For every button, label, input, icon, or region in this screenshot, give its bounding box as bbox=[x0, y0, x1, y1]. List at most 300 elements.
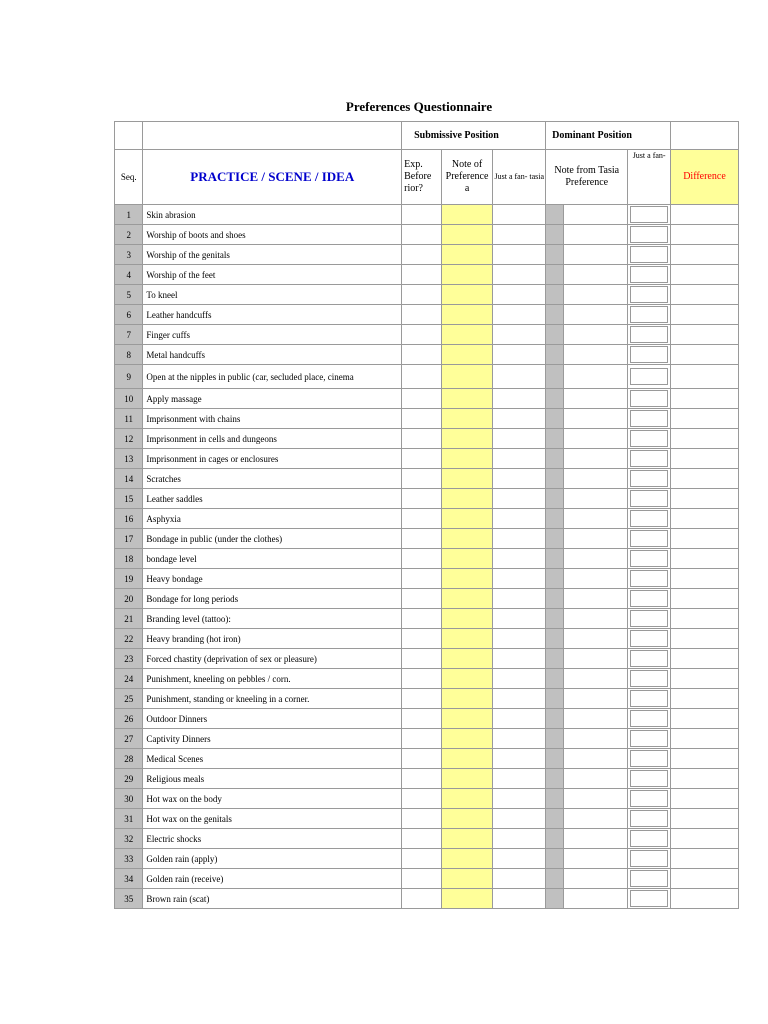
fantasia-input-box[interactable] bbox=[630, 690, 668, 707]
fantasia-input-box[interactable] bbox=[630, 570, 668, 587]
fantasia-input-box[interactable] bbox=[630, 390, 668, 407]
fantasia-input-box[interactable] bbox=[630, 810, 668, 827]
note-of-preference-cell[interactable] bbox=[441, 749, 493, 769]
exp-before-cell[interactable] bbox=[402, 469, 442, 489]
note-from-tasia-cell[interactable] bbox=[564, 749, 628, 769]
difference-cell[interactable] bbox=[670, 529, 738, 549]
exp-before-cell[interactable] bbox=[402, 529, 442, 549]
gap-cell bbox=[546, 789, 564, 809]
fantasia-input-box[interactable] bbox=[630, 306, 668, 323]
note-of-preference-cell[interactable] bbox=[441, 305, 493, 325]
note-of-preference-cell[interactable] bbox=[441, 809, 493, 829]
difference-cell[interactable] bbox=[670, 205, 738, 225]
fantasia-input-box[interactable] bbox=[630, 346, 668, 363]
difference-cell[interactable] bbox=[670, 609, 738, 629]
fantasia-input-box[interactable] bbox=[630, 266, 668, 283]
note-of-preference-cell[interactable] bbox=[441, 489, 493, 509]
practice-cell: Hot wax on the body bbox=[143, 789, 402, 809]
document-title: Preferences Questionnaire bbox=[345, 99, 493, 114]
difference-cell[interactable] bbox=[670, 789, 738, 809]
exp-before-cell[interactable] bbox=[402, 345, 442, 365]
exp-before-cell[interactable] bbox=[402, 389, 442, 409]
fantasia-input-box[interactable] bbox=[630, 470, 668, 487]
note-from-tasia-cell[interactable] bbox=[564, 409, 628, 429]
difference-cell[interactable] bbox=[670, 589, 738, 609]
note-of-preference-cell[interactable] bbox=[441, 629, 493, 649]
seq-cell: 23 bbox=[115, 649, 143, 669]
gap-cell bbox=[546, 345, 564, 365]
just-a-fantasia-cell[interactable] bbox=[493, 489, 546, 509]
exp-before-cell[interactable] bbox=[402, 849, 442, 869]
note-from-tasia-cell[interactable] bbox=[564, 889, 628, 909]
fantasia-input-box[interactable] bbox=[630, 490, 668, 507]
note-from-tasia-cell[interactable] bbox=[564, 729, 628, 749]
just-a-fantasia-cell[interactable] bbox=[493, 709, 546, 729]
seq-cell: 11 bbox=[115, 409, 143, 429]
fantasia-input-box[interactable] bbox=[630, 326, 668, 343]
difference-cell[interactable] bbox=[670, 489, 738, 509]
just-a-fantasia-cell[interactable] bbox=[493, 589, 546, 609]
fantasia-input-box[interactable] bbox=[630, 730, 668, 747]
difference-cell[interactable] bbox=[670, 305, 738, 325]
note-from-tasia-cell[interactable] bbox=[564, 789, 628, 809]
fantasia-input-box[interactable] bbox=[630, 870, 668, 887]
exp-before-cell[interactable] bbox=[402, 609, 442, 629]
header-row-columns bbox=[115, 150, 739, 205]
table-row bbox=[115, 669, 739, 689]
difference-cell[interactable] bbox=[670, 809, 738, 829]
difference-cell[interactable] bbox=[670, 689, 738, 709]
fantasia-input-box[interactable] bbox=[630, 630, 668, 647]
fantasia-input-box[interactable] bbox=[630, 550, 668, 567]
dominant-just-a-fantasia-cell[interactable] bbox=[628, 889, 671, 909]
dominant-just-a-fantasia-cell[interactable] bbox=[628, 769, 671, 789]
just-a-fantasia-cell[interactable] bbox=[493, 245, 546, 265]
gap-cell bbox=[546, 449, 564, 469]
note-from-tasia-cell[interactable] bbox=[564, 609, 628, 629]
note-of-preference-cell[interactable] bbox=[441, 689, 493, 709]
exp-before-cell[interactable] bbox=[402, 789, 442, 809]
dominant-just-a-fantasia-cell[interactable] bbox=[628, 265, 671, 285]
note-from-tasia-cell[interactable] bbox=[564, 709, 628, 729]
practice-cell: Brown rain (scat) bbox=[143, 889, 402, 909]
note-of-preference-cell[interactable] bbox=[441, 729, 493, 749]
difference-cell[interactable] bbox=[670, 449, 738, 469]
practice-cell: Golden rain (receive) bbox=[143, 869, 402, 889]
dominant-just-a-fantasia-cell[interactable] bbox=[628, 609, 671, 629]
difference-cell[interactable] bbox=[670, 569, 738, 589]
dominant-just-a-fantasia-cell[interactable] bbox=[628, 669, 671, 689]
gap-cell bbox=[546, 649, 564, 669]
practice-cell: Skin abrasion bbox=[143, 205, 402, 225]
just-a-fantasia-cell[interactable] bbox=[493, 265, 546, 285]
dominant-just-a-fantasia-cell[interactable] bbox=[628, 489, 671, 509]
fantasia-input-box[interactable] bbox=[630, 610, 668, 627]
dominant-just-a-fantasia-cell[interactable] bbox=[628, 325, 671, 345]
exp-before-cell[interactable] bbox=[402, 509, 442, 529]
table-row bbox=[115, 205, 739, 225]
note-of-preference-cell[interactable] bbox=[441, 889, 493, 909]
dominant-just-a-fantasia-cell[interactable] bbox=[628, 205, 671, 225]
note-from-tasia-cell[interactable] bbox=[564, 869, 628, 889]
seq-cell: 24 bbox=[115, 669, 143, 689]
fantasia-input-box[interactable] bbox=[630, 430, 668, 447]
seq-cell: 13 bbox=[115, 449, 143, 469]
difference-cell[interactable] bbox=[670, 829, 738, 849]
dominant-just-a-fantasia-cell[interactable] bbox=[628, 469, 671, 489]
exp-before-cell[interactable] bbox=[402, 549, 442, 569]
seq-cell: 20 bbox=[115, 589, 143, 609]
note-from-tasia-cell[interactable] bbox=[564, 325, 628, 345]
note-from-tasia-cell[interactable] bbox=[564, 629, 628, 649]
exp-before-cell[interactable] bbox=[402, 449, 442, 469]
just-a-fantasia-cell[interactable] bbox=[493, 345, 546, 365]
fantasia-input-box[interactable] bbox=[630, 368, 668, 385]
note-of-preference-cell[interactable] bbox=[441, 429, 493, 449]
dominant-just-a-fantasia-cell[interactable] bbox=[628, 389, 671, 409]
difference-cell[interactable] bbox=[670, 869, 738, 889]
note-from-tasia-cell[interactable] bbox=[564, 285, 628, 305]
table-row bbox=[115, 789, 739, 809]
difference-cell[interactable] bbox=[670, 509, 738, 529]
dominant-just-a-fantasia-cell[interactable] bbox=[628, 409, 671, 429]
gap-cell bbox=[546, 429, 564, 449]
exp-before-cell[interactable] bbox=[402, 285, 442, 305]
difference-cell[interactable] bbox=[670, 749, 738, 769]
exp-before-cell[interactable] bbox=[402, 265, 442, 285]
fantasia-input-box[interactable] bbox=[630, 670, 668, 687]
note-of-preference-cell[interactable] bbox=[441, 345, 493, 365]
dominant-just-a-fantasia-cell[interactable] bbox=[628, 729, 671, 749]
just-a-fantasia-cell[interactable] bbox=[493, 325, 546, 345]
exp-before-cell[interactable] bbox=[402, 649, 442, 669]
dominant-just-a-fantasia-cell[interactable] bbox=[628, 849, 671, 869]
dominant-position-header: Dominant Position bbox=[546, 122, 671, 150]
note-from-tasia-cell[interactable] bbox=[564, 345, 628, 365]
fantasia-input-box[interactable] bbox=[630, 770, 668, 787]
exp-before-cell[interactable] bbox=[402, 245, 442, 265]
note-of-preference-cell[interactable] bbox=[441, 325, 493, 345]
just-a-fantasia-cell[interactable] bbox=[493, 609, 546, 629]
dominant-just-a-fantasia-cell[interactable] bbox=[628, 709, 671, 729]
exp-before-cell[interactable] bbox=[402, 809, 442, 829]
fantasia-input-box[interactable] bbox=[630, 206, 668, 223]
note-of-preference-cell[interactable] bbox=[441, 609, 493, 629]
note-from-tasia-cell[interactable] bbox=[564, 305, 628, 325]
exp-before-cell[interactable] bbox=[402, 629, 442, 649]
practice-cell: Bondage in public (under the clothes) bbox=[143, 529, 402, 549]
difference-cell[interactable] bbox=[670, 889, 738, 909]
fantasia-input-box[interactable] bbox=[630, 890, 668, 907]
note-of-preference-cell[interactable] bbox=[441, 409, 493, 429]
difference-cell[interactable] bbox=[670, 409, 738, 429]
exp-before-cell[interactable] bbox=[402, 589, 442, 609]
just-a-fantasia-cell[interactable] bbox=[493, 629, 546, 649]
just-a-fantasia-cell[interactable] bbox=[493, 285, 546, 305]
just-a-fantasia-cell[interactable] bbox=[493, 649, 546, 669]
note-from-tasia-cell[interactable] bbox=[564, 569, 628, 589]
difference-cell[interactable] bbox=[670, 549, 738, 569]
difference-cell[interactable] bbox=[670, 325, 738, 345]
note-from-tasia-cell[interactable] bbox=[564, 529, 628, 549]
just-a-fantasia-cell[interactable] bbox=[493, 789, 546, 809]
gap-cell bbox=[546, 849, 564, 869]
just-a-fantasia-cell[interactable] bbox=[493, 689, 546, 709]
exp-before-cell[interactable] bbox=[402, 729, 442, 749]
note-from-tasia-cell[interactable] bbox=[564, 849, 628, 869]
dominant-just-a-fantasia-cell[interactable] bbox=[628, 649, 671, 669]
dominant-just-a-fantasia-cell[interactable] bbox=[628, 829, 671, 849]
exp-before-cell[interactable] bbox=[402, 769, 442, 789]
just-a-fantasia-cell[interactable] bbox=[493, 205, 546, 225]
exp-before-cell[interactable] bbox=[402, 429, 442, 449]
note-of-preference-cell[interactable] bbox=[441, 769, 493, 789]
note-from-tasia-cell[interactable] bbox=[564, 469, 628, 489]
seq-cell: 5 bbox=[115, 285, 143, 305]
difference-cell[interactable] bbox=[670, 345, 738, 365]
note-from-tasia-cell[interactable] bbox=[564, 689, 628, 709]
note-from-tasia-cell[interactable] bbox=[564, 549, 628, 569]
note-of-preference-cell[interactable] bbox=[441, 549, 493, 569]
dominant-just-a-fantasia-cell[interactable] bbox=[628, 245, 671, 265]
seq-cell: 34 bbox=[115, 869, 143, 889]
exp-before-cell[interactable] bbox=[402, 365, 442, 389]
note-from-tasia-cell[interactable] bbox=[564, 509, 628, 529]
note-of-preference-cell[interactable] bbox=[441, 469, 493, 489]
dominant-just-a-fantasia-cell[interactable] bbox=[628, 509, 671, 529]
exp-before-cell[interactable] bbox=[402, 829, 442, 849]
note-from-tasia-cell[interactable] bbox=[564, 225, 628, 245]
just-a-fantasia-cell[interactable] bbox=[493, 429, 546, 449]
exp-before-cell[interactable] bbox=[402, 569, 442, 589]
difference-cell[interactable] bbox=[670, 365, 738, 389]
fantasia-input-box[interactable] bbox=[630, 850, 668, 867]
difference-cell[interactable] bbox=[670, 629, 738, 649]
table-row bbox=[115, 529, 739, 549]
exp-before-cell[interactable] bbox=[402, 305, 442, 325]
just-a-fantasia-cell[interactable] bbox=[493, 809, 546, 829]
difference-cell[interactable] bbox=[670, 285, 738, 305]
just-a-fantasia-cell[interactable] bbox=[493, 449, 546, 469]
note-of-preference-cell[interactable] bbox=[441, 365, 493, 389]
note-of-preference-cell[interactable] bbox=[441, 509, 493, 529]
seq-cell: 15 bbox=[115, 489, 143, 509]
dominant-just-a-fantasia-cell[interactable] bbox=[628, 789, 671, 809]
exp-before-cell[interactable] bbox=[402, 869, 442, 889]
just-a-fantasia-cell[interactable] bbox=[493, 669, 546, 689]
difference-cell[interactable] bbox=[670, 389, 738, 409]
table-row bbox=[115, 409, 739, 429]
note-of-preference-cell[interactable] bbox=[441, 669, 493, 689]
exp-before-cell[interactable] bbox=[402, 205, 442, 225]
just-a-fantasia-cell[interactable] bbox=[493, 365, 546, 389]
just-a-fantasia-cell[interactable] bbox=[493, 305, 546, 325]
table-row bbox=[115, 265, 739, 285]
fantasia-input-box[interactable] bbox=[630, 650, 668, 667]
just-a-fantasia-cell[interactable] bbox=[493, 529, 546, 549]
note-of-preference-cell[interactable] bbox=[441, 569, 493, 589]
dominant-just-a-fantasia-cell[interactable] bbox=[628, 225, 671, 245]
note-of-preference-cell[interactable] bbox=[441, 589, 493, 609]
note-of-preference-cell[interactable] bbox=[441, 709, 493, 729]
gap-cell bbox=[546, 769, 564, 789]
table-row bbox=[115, 509, 739, 529]
dominant-just-a-fantasia-cell[interactable] bbox=[628, 589, 671, 609]
dominant-just-a-fantasia-cell[interactable] bbox=[628, 629, 671, 649]
fantasia-input-box[interactable] bbox=[630, 226, 668, 243]
exp-before-cell[interactable] bbox=[402, 489, 442, 509]
gap-cell bbox=[546, 889, 564, 909]
exp-before-header: Exp. Before rior? bbox=[402, 150, 442, 205]
just-a-fantasia-cell[interactable] bbox=[493, 729, 546, 749]
note-of-preference-cell[interactable] bbox=[441, 789, 493, 809]
table-row bbox=[115, 729, 739, 749]
dominant-just-a-fantasia-cell[interactable] bbox=[628, 305, 671, 325]
practice-cell: Worship of boots and shoes bbox=[143, 225, 402, 245]
dominant-just-a-fantasia-cell[interactable] bbox=[628, 809, 671, 829]
seq-cell: 27 bbox=[115, 729, 143, 749]
blank-header-cell bbox=[115, 122, 143, 150]
difference-cell[interactable] bbox=[670, 265, 738, 285]
exp-before-cell[interactable] bbox=[402, 709, 442, 729]
fantasia-input-box[interactable] bbox=[630, 750, 668, 767]
dominant-just-a-fantasia-cell[interactable] bbox=[628, 569, 671, 589]
dominant-just-a-fantasia-cell[interactable] bbox=[628, 689, 671, 709]
seq-cell: 18 bbox=[115, 549, 143, 569]
gap-cell bbox=[546, 729, 564, 749]
just-a-fantasia-cell[interactable] bbox=[493, 769, 546, 789]
note-of-preference-cell[interactable] bbox=[441, 245, 493, 265]
note-of-preference-cell[interactable] bbox=[441, 529, 493, 549]
exp-before-cell[interactable] bbox=[402, 409, 442, 429]
gap-cell bbox=[546, 205, 564, 225]
note-from-tasia-cell[interactable] bbox=[564, 265, 628, 285]
note-from-tasia-cell[interactable] bbox=[564, 589, 628, 609]
note-of-preference-cell[interactable] bbox=[441, 205, 493, 225]
table-row bbox=[115, 829, 739, 849]
just-a-fantasia-cell[interactable] bbox=[493, 849, 546, 869]
just-a-fantasia-cell[interactable] bbox=[493, 829, 546, 849]
difference-cell[interactable] bbox=[670, 849, 738, 869]
practice-cell: Heavy branding (hot iron) bbox=[143, 629, 402, 649]
note-from-tasia-cell[interactable] bbox=[564, 389, 628, 409]
just-a-fantasia-cell[interactable] bbox=[493, 889, 546, 909]
just-a-fantasia-cell[interactable] bbox=[493, 749, 546, 769]
difference-cell[interactable] bbox=[670, 729, 738, 749]
dominant-just-a-fantasia-cell[interactable] bbox=[628, 529, 671, 549]
note-of-preference-cell[interactable] bbox=[441, 285, 493, 305]
practice-cell: Medical Scenes bbox=[143, 749, 402, 769]
just-a-fantasia-cell[interactable] bbox=[493, 509, 546, 529]
note-of-preference-cell[interactable] bbox=[441, 849, 493, 869]
exp-before-cell[interactable] bbox=[402, 889, 442, 909]
exp-before-cell[interactable] bbox=[402, 749, 442, 769]
note-from-tasia-cell[interactable] bbox=[564, 205, 628, 225]
dominant-just-a-fantasia-cell[interactable] bbox=[628, 449, 671, 469]
just-a-fantasia-cell[interactable] bbox=[493, 569, 546, 589]
dominant-just-a-fantasia-cell[interactable] bbox=[628, 429, 671, 449]
fantasia-input-box[interactable] bbox=[630, 530, 668, 547]
fantasia-input-box[interactable] bbox=[630, 510, 668, 527]
practice-cell: Asphyxia bbox=[143, 509, 402, 529]
difference-cell[interactable] bbox=[670, 769, 738, 789]
exp-before-cell[interactable] bbox=[402, 325, 442, 345]
difference-cell[interactable] bbox=[670, 709, 738, 729]
difference-cell[interactable] bbox=[670, 429, 738, 449]
practice-cell: Golden rain (apply) bbox=[143, 849, 402, 869]
seq-cell: 33 bbox=[115, 849, 143, 869]
fantasia-input-box[interactable] bbox=[630, 450, 668, 467]
note-from-tasia-cell[interactable] bbox=[564, 449, 628, 469]
exp-before-cell[interactable] bbox=[402, 669, 442, 689]
note-from-tasia-cell[interactable] bbox=[564, 649, 628, 669]
note-of-preference-cell[interactable] bbox=[441, 225, 493, 245]
note-from-tasia-cell[interactable] bbox=[564, 245, 628, 265]
note-from-tasia-cell[interactable] bbox=[564, 809, 628, 829]
dominant-just-a-fantasia-cell[interactable] bbox=[628, 285, 671, 305]
table-row bbox=[115, 769, 739, 789]
fantasia-input-box[interactable] bbox=[630, 410, 668, 427]
fantasia-input-box[interactable] bbox=[630, 830, 668, 847]
gap-cell bbox=[546, 549, 564, 569]
note-of-preference-cell[interactable] bbox=[441, 265, 493, 285]
note-from-tasia-cell[interactable] bbox=[564, 669, 628, 689]
note-from-tasia-cell[interactable] bbox=[564, 769, 628, 789]
difference-cell[interactable] bbox=[670, 469, 738, 489]
practice-cell: Punishment, kneeling on pebbles / corn. bbox=[143, 669, 402, 689]
just-a-fantasia-cell[interactable] bbox=[493, 409, 546, 429]
gap-cell bbox=[546, 669, 564, 689]
fantasia-input-box[interactable] bbox=[630, 590, 668, 607]
fantasia-input-box[interactable] bbox=[630, 790, 668, 807]
note-of-preference-cell[interactable] bbox=[441, 389, 493, 409]
note-of-preference-cell[interactable] bbox=[441, 829, 493, 849]
dominant-just-a-fantasia-cell[interactable] bbox=[628, 345, 671, 365]
difference-cell[interactable] bbox=[670, 225, 738, 245]
dominant-just-a-fantasia-cell[interactable] bbox=[628, 749, 671, 769]
fantasia-input-box[interactable] bbox=[630, 286, 668, 303]
note-of-preference-cell[interactable] bbox=[441, 449, 493, 469]
exp-before-cell[interactable] bbox=[402, 225, 442, 245]
note-from-tasia-cell[interactable] bbox=[564, 429, 628, 449]
gap-cell bbox=[546, 409, 564, 429]
fantasia-input-box[interactable] bbox=[630, 710, 668, 727]
dominant-just-a-fantasia-cell[interactable] bbox=[628, 365, 671, 389]
dominant-just-a-fantasia-cell[interactable] bbox=[628, 549, 671, 569]
note-of-preference-cell[interactable] bbox=[441, 869, 493, 889]
dominant-just-a-fantasia-cell[interactable] bbox=[628, 869, 671, 889]
just-a-fantasia-cell[interactable] bbox=[493, 869, 546, 889]
practice-cell: Heavy bondage bbox=[143, 569, 402, 589]
just-a-fantasia-cell[interactable] bbox=[493, 225, 546, 245]
just-a-fantasia-cell[interactable] bbox=[493, 389, 546, 409]
note-from-tasia-cell[interactable] bbox=[564, 489, 628, 509]
practice-cell: Leather saddles bbox=[143, 489, 402, 509]
difference-cell[interactable] bbox=[670, 649, 738, 669]
gap-cell bbox=[546, 245, 564, 265]
note-of-preference-cell[interactable] bbox=[441, 649, 493, 669]
just-a-fantasia-cell[interactable] bbox=[493, 549, 546, 569]
seq-cell: 9 bbox=[115, 365, 143, 389]
just-a-fantasia-cell[interactable] bbox=[493, 469, 546, 489]
note-from-tasia-cell[interactable] bbox=[564, 829, 628, 849]
exp-before-cell[interactable] bbox=[402, 689, 442, 709]
note-from-tasia-cell[interactable] bbox=[564, 365, 628, 389]
fantasia-input-box[interactable] bbox=[630, 246, 668, 263]
difference-cell[interactable] bbox=[670, 245, 738, 265]
table-row bbox=[115, 429, 739, 449]
difference-cell[interactable] bbox=[670, 669, 738, 689]
